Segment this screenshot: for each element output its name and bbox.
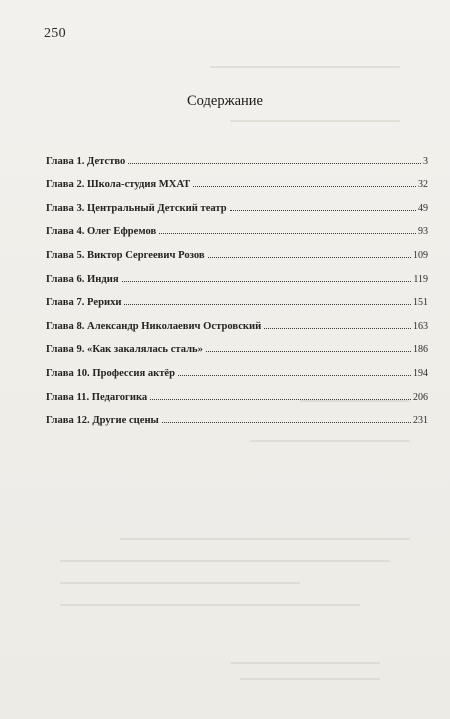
dot-leader xyxy=(150,399,411,400)
dot-leader xyxy=(264,328,411,329)
toc-entry-page: 119 xyxy=(413,273,428,285)
dot-leader xyxy=(128,163,421,164)
toc-entry xyxy=(46,143,428,167)
toc-entry xyxy=(46,190,428,214)
dot-leader xyxy=(122,281,412,282)
toc-entry-page: 49 xyxy=(418,202,428,214)
dot-leader xyxy=(230,210,416,211)
toc-entry-page: 93 xyxy=(418,226,428,238)
toc-entry-title: Глава 1. Детство xyxy=(46,155,126,167)
dot-leader xyxy=(162,422,411,423)
toc-entry-page: 163 xyxy=(413,320,428,332)
toc-entry xyxy=(46,379,428,403)
dot-leader xyxy=(208,257,411,258)
toc-entry-title: Глава 11. Педагогика xyxy=(46,391,148,403)
toc-entry xyxy=(46,285,428,309)
toc-entry-title: Глава 5. Виктор Сергеевич Розов xyxy=(46,249,205,261)
toc-entry-title: Глава 12. Другие сцены xyxy=(46,415,159,427)
page-title: Содержание xyxy=(187,93,263,109)
toc-entry xyxy=(46,355,428,379)
show-through-line xyxy=(60,582,300,584)
toc-entry xyxy=(46,261,428,285)
show-through-line xyxy=(120,538,410,540)
toc-entry xyxy=(46,237,428,261)
toc-entry-title: Глава 6. Индия xyxy=(46,273,119,285)
toc-entry xyxy=(46,167,428,191)
toc-entry-title: Глава 7. Рерихи xyxy=(46,297,122,309)
show-through-line xyxy=(240,678,380,680)
toc-entry-page: 151 xyxy=(413,297,428,309)
toc-entry-page: 3 xyxy=(423,155,428,167)
toc-entry xyxy=(46,214,428,238)
toc-entry-title: Глава 4. Олег Ефремов xyxy=(46,226,157,238)
toc-entry-title: Глава 9. «Как закалялась сталь» xyxy=(46,344,203,356)
page-number: 250 xyxy=(44,26,66,41)
toc-entry-title: Глава 10. Профессия актёр xyxy=(46,367,176,379)
toc-entry-page: 206 xyxy=(413,391,428,403)
toc-entry-title: Глава 8. Александр Николаевич Островский xyxy=(46,320,262,332)
toc-entry xyxy=(46,332,428,356)
dot-leader xyxy=(178,375,411,376)
toc-entry-page: 194 xyxy=(413,367,428,379)
show-through-line xyxy=(210,66,400,68)
toc-entry-title: Глава 3. Центральный Детский театр xyxy=(46,202,227,214)
toc-entry-page: 186 xyxy=(413,344,428,356)
dot-leader xyxy=(124,304,411,305)
toc-entry-title: Глава 2. Школа-студия МХАТ xyxy=(46,179,191,191)
toc-entry xyxy=(46,308,428,332)
dot-leader xyxy=(159,233,416,234)
show-through-line xyxy=(60,560,390,562)
toc-entry-page: 32 xyxy=(418,179,428,191)
show-through-line xyxy=(230,120,400,122)
dot-leader xyxy=(193,186,416,187)
toc-entry-page: 109 xyxy=(413,249,428,261)
toc-entry xyxy=(46,403,428,427)
dot-leader xyxy=(206,351,411,352)
table-of-contents xyxy=(46,143,428,426)
show-through-line xyxy=(230,662,380,664)
show-through-line xyxy=(250,440,410,442)
show-through-line xyxy=(60,604,360,606)
toc-entry-page: 231 xyxy=(413,415,428,427)
